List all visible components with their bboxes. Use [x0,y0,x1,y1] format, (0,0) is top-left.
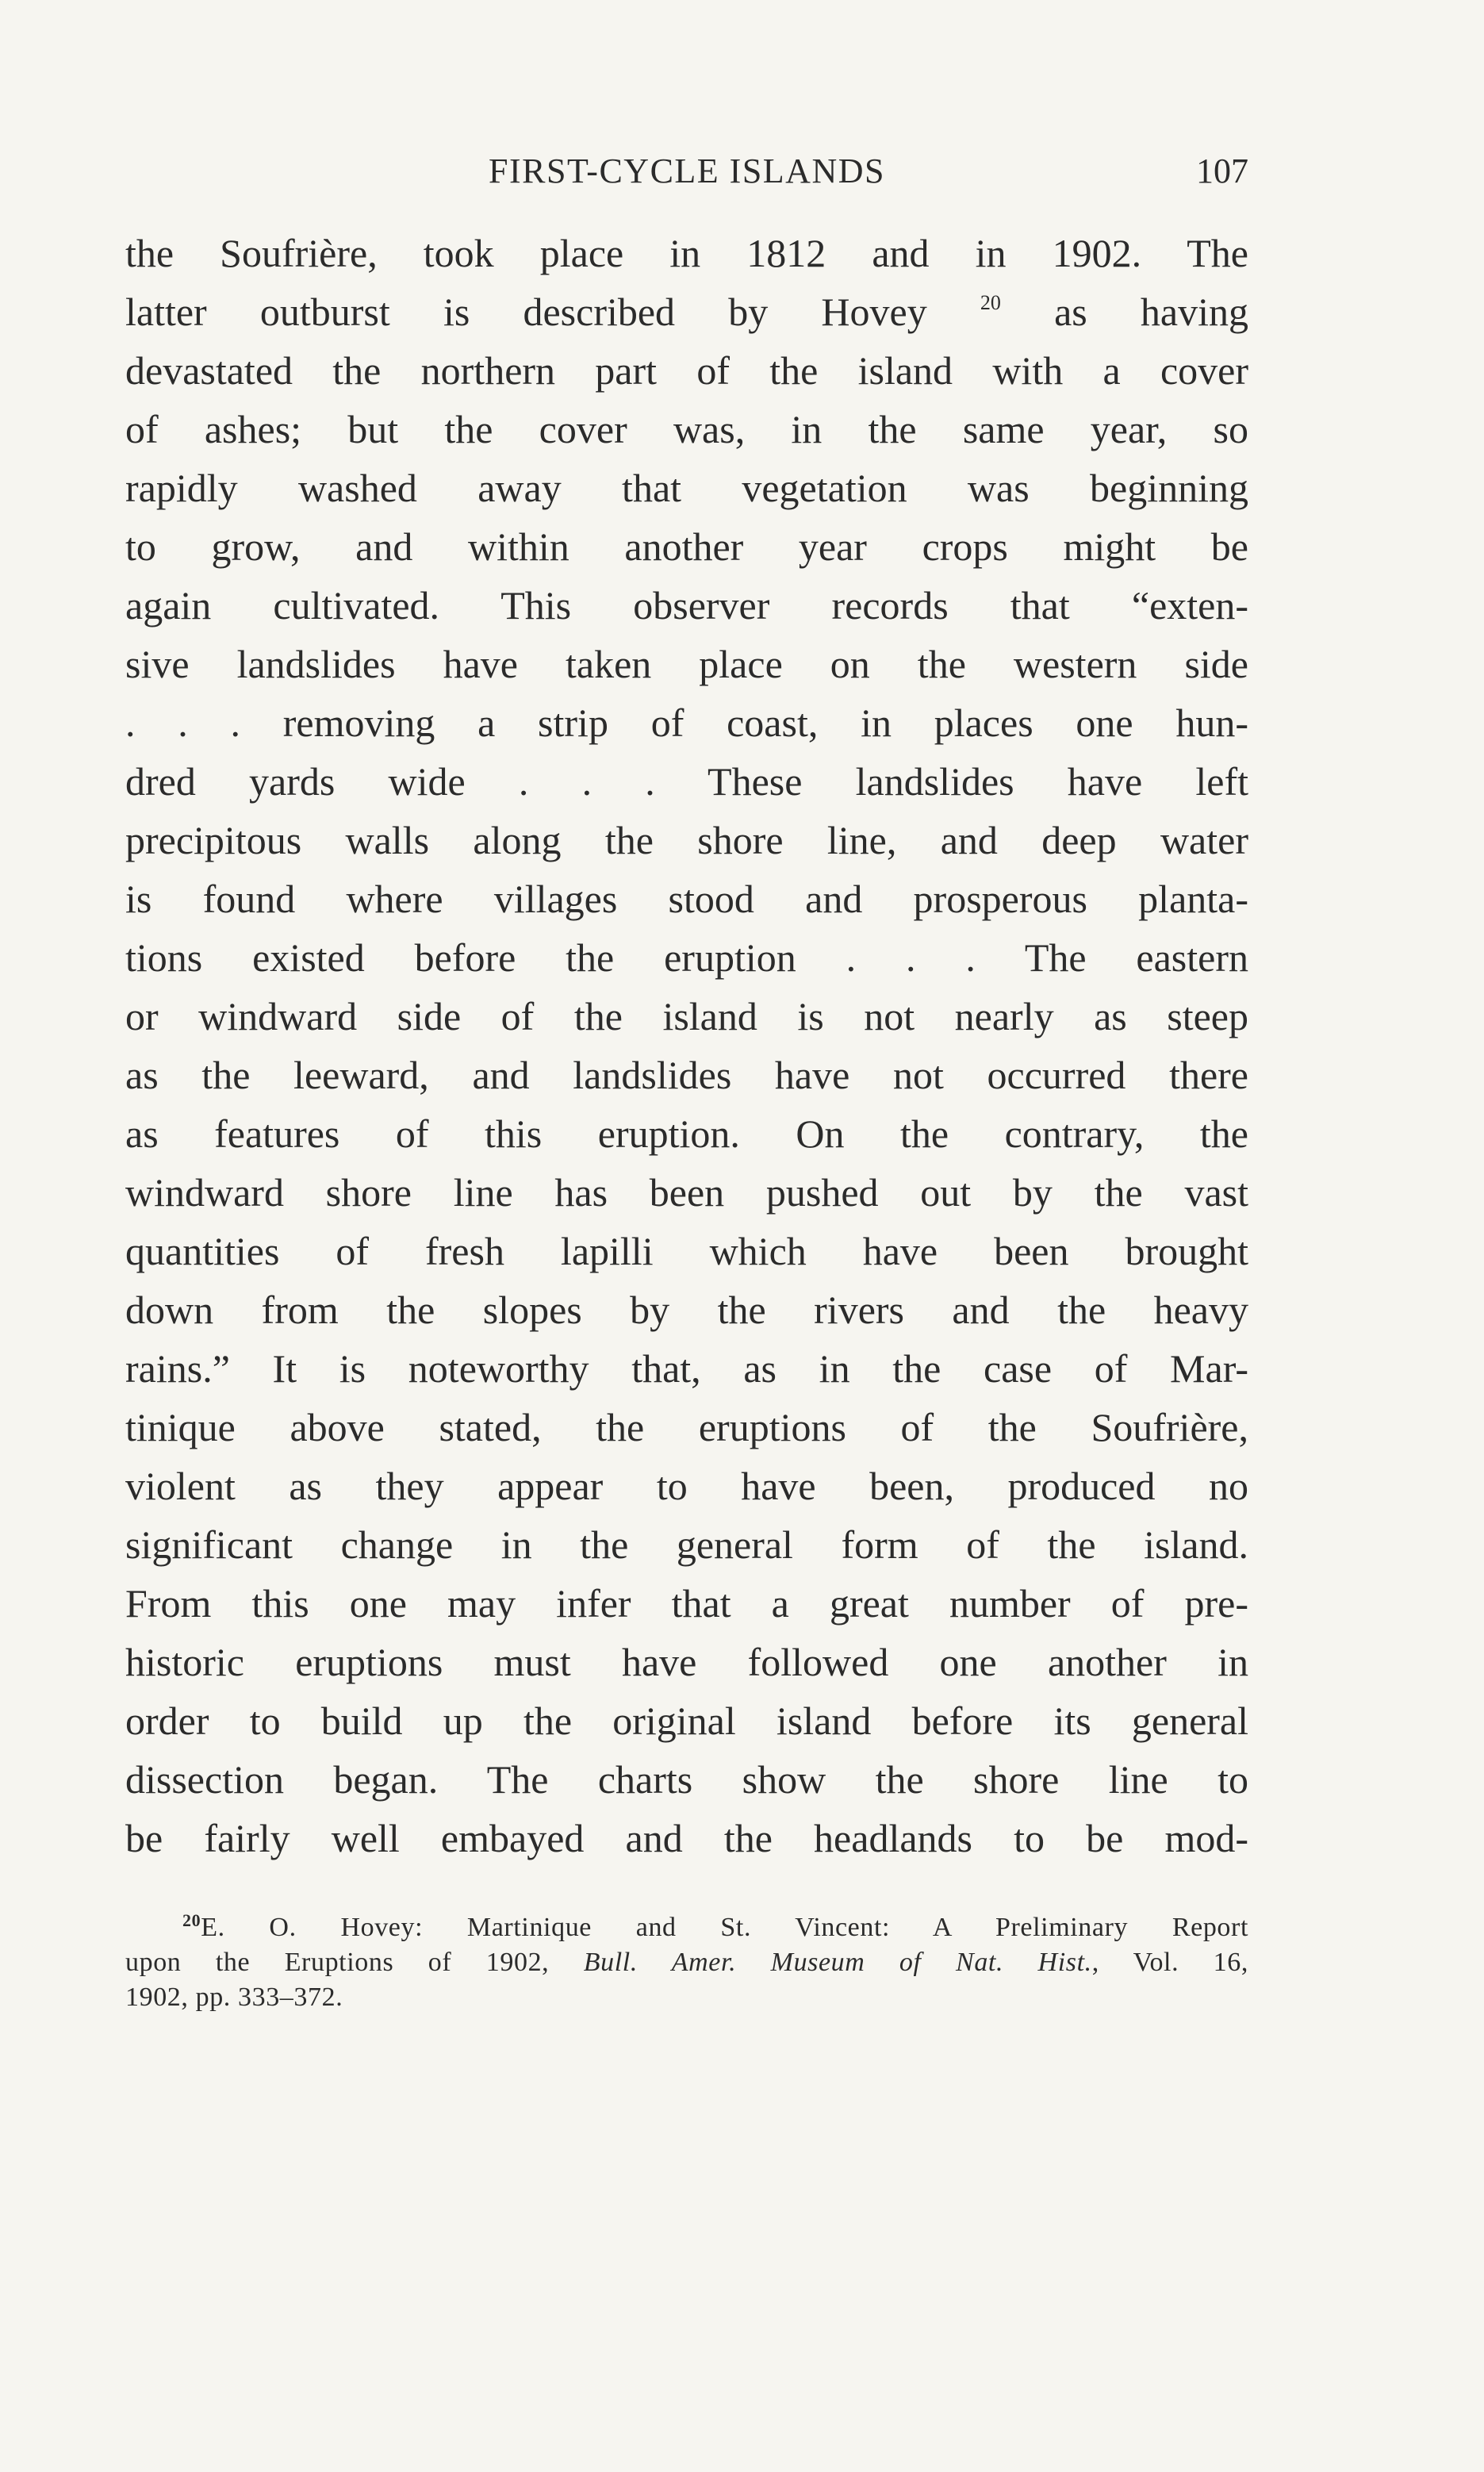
text-line: or windward side of the island is not nearly as steep [125,994,1248,1038]
text-line: to grow, and within another year crops might be [125,524,1248,569]
text-line: significant change in the general form of the island. [125,1522,1248,1567]
footnote-reference: 20 [980,291,1001,314]
page-number: 107 [1196,152,1248,190]
footnote-text: upon the Eruptions of 1902, [125,1948,550,1977]
text-line: From this one may infer that a great number of pre- [125,1581,1248,1626]
footnote-text: E. O. Hovey: Martinique and St. Vincent: A Preliminary Report [201,1913,1248,1942]
text-line: sive landslides have taken place on the western side [125,642,1248,686]
text-line: is found where villages stood and prosperous planta- [125,877,1248,921]
text-line: dred yards wide . . . These landslides have left [125,759,1248,804]
text-line: historic eruptions must have followed one another in [125,1640,1248,1684]
text-fragment: latter outburst is described by Hovey [125,290,927,334]
text-line: violent as they appear to have been, produced no [125,1464,1248,1508]
footnote-text: , Vol. 16, [1091,1948,1248,1977]
text-line: again cultivated. This observer records that “exten- [125,583,1248,628]
text-line: tions existed before the eruption . . . The eastern [125,935,1248,980]
text-line: the Soufrière, took place in 1812 and in 1902. The [125,231,1248,275]
text-line: . . . removing a strip of coast, in places one hun- [125,701,1248,745]
text-line: order to build up the original island before its general [125,1699,1248,1743]
text-line: devastated the northern part of the island with a cover [125,348,1248,393]
text-line: as the leeward, and landslides have not occurred there [125,1053,1248,1097]
text-fragment: as having [1054,290,1249,334]
text-line: be fairly well embayed and the headlands to be mod- [125,1816,1248,1860]
running-title: FIRST-CYCLE ISLANDS [489,152,885,190]
footnote-mark: 20 [182,1910,201,1930]
text-line: of ashes; but the cover was, in the same year, so [125,407,1248,451]
footnote-line [125,1945,1248,1980]
text-line: dissection began. The charts show the shore line to [125,1757,1248,1802]
text-line: as features of this eruption. On the contrary, the [125,1111,1248,1156]
footnote-line: 1902, pp. 333–372. [125,1983,343,2012]
body-text [125,224,1248,1926]
text-line: windward shore line has been pushed out by the vast [125,1170,1248,1215]
footnote-line [125,1910,1248,1945]
text-line: down from the slopes by the rivers and the heavy [125,1288,1248,1332]
running-head [125,148,1248,195]
text-line: tinique above stated, the eruptions of the Soufrière, [125,1405,1248,1449]
text-line [125,282,1248,341]
text-line: quantities of fresh lapilli which have been brought [125,1229,1248,1273]
text-line: rapidly washed away that vegetation was beginning [125,466,1248,510]
journal-title: Bull. Amer. Museum of Nat. Hist. [583,1948,1092,1977]
text-line: precipitous walls along the shore line, and deep water [125,818,1248,862]
footnote [125,1910,1248,2015]
text-line: rains.” It is noteworthy that, as in the case of Mar- [125,1346,1248,1391]
